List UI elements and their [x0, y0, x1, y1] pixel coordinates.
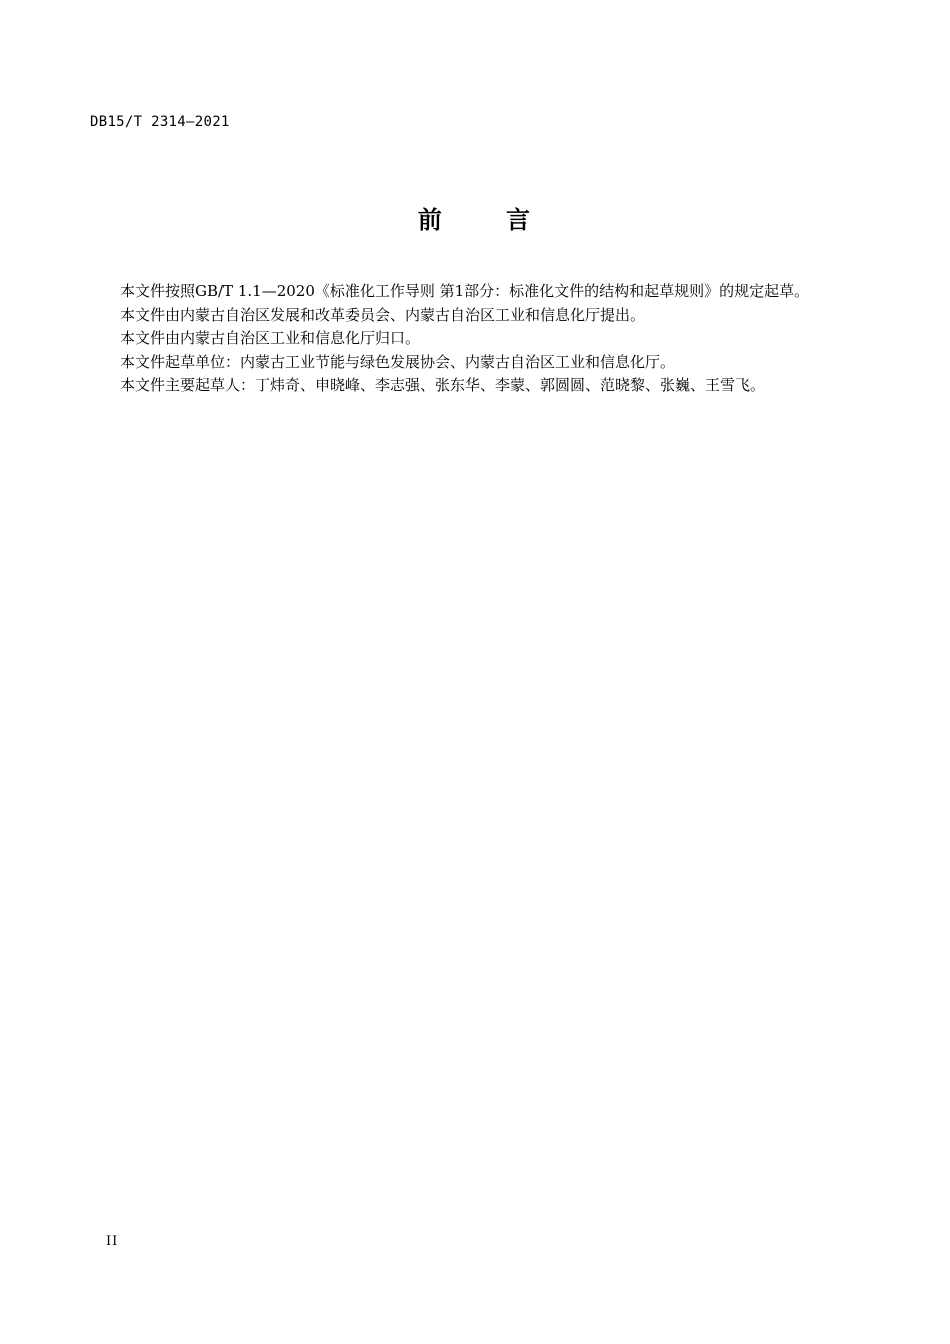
paragraph-drafters: 本文件主要起草人：丁炜奇、申晓峰、李志强、张东华、李蒙、郭圆圆、范晓黎、张巍、王雪飞。 [120, 376, 766, 394]
foreword-body [90, 280, 840, 398]
paragraph-drafting-units: 本文件起草单位：内蒙古工业节能与绿色发展协会、内蒙古自治区工业和信息化厅。 [120, 352, 676, 371]
paragraph-proposer: 本文件由内蒙古自治区发展和改革委员会、内蒙古自治区工业和信息化厅提出。 [120, 305, 646, 324]
document-code: DB15/T 2314—2021 [90, 114, 230, 130]
paragraph-drafting-basis: 本文件按照GB/T 1.1—2020《标准化工作导则 第1部分：标准化文件的结构和起草规则》的规定起草。 [120, 282, 810, 300]
page-title: 前 言 [417, 206, 533, 234]
page-number: II [106, 1234, 119, 1249]
paragraph-centralized-unit: 本文件由内蒙古自治区工业和信息化厅归口。 [120, 329, 421, 347]
